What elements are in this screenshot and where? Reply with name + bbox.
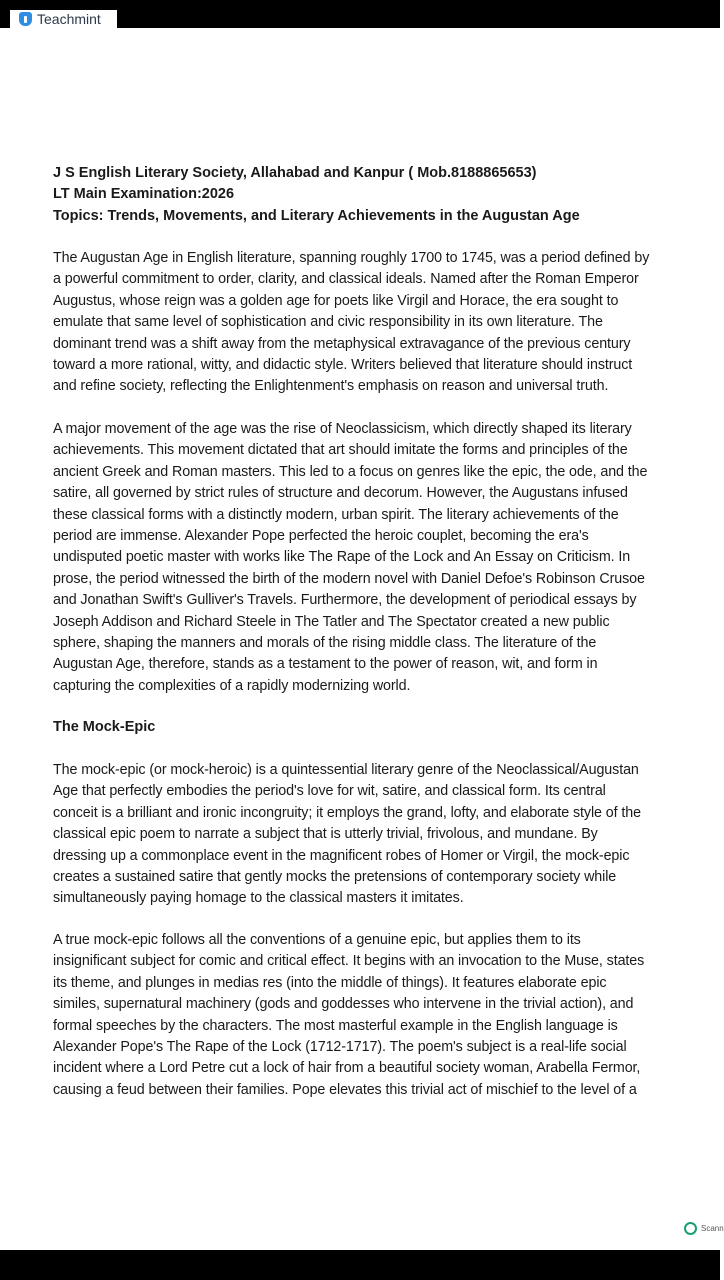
- paragraph-line: simultaneously paying homage to the classical masters it imitates.: [53, 890, 464, 907]
- exam-title: LT Main Examination:2026: [53, 186, 235, 203]
- paragraph-mock-epic-conventions: [53, 930, 644, 1101]
- paragraph-line: period are immense. Alexander Pope perfected the heroic couplet, becoming the era's: [53, 528, 589, 545]
- paragraph-line: formal speeches by the characters. The most masterful example in the English language is: [53, 1017, 618, 1034]
- paragraph-line: Age that perfectly embodies the period's love for wit, satire, and classical form. Its central: [53, 783, 606, 800]
- paragraph-line: ancient Greek and Roman masters. This led to a focus on genres like the epic, the ode, and the: [53, 463, 648, 480]
- teachmint-logo: [10, 10, 117, 28]
- scanner-label: Scann: [701, 1224, 724, 1233]
- paragraph-line: creates a sustained satire that gently mocks the pretensions of contemporary society while: [53, 869, 617, 886]
- paragraph-line: a powerful commitment to order, clarity, and classical ideals. Named after the Roman Emperor: [53, 271, 639, 288]
- paragraph-line: capturing the complexities of a rapidly modernizing world.: [53, 677, 411, 694]
- teachmint-logo-icon: [19, 12, 32, 26]
- paragraph-intro: [53, 248, 649, 398]
- paragraph-line: and Jonathan Swift's Gulliver's Travels. Furthermore, the development of periodical essays by: [53, 592, 637, 609]
- paragraph-line: dominant trend was a shift away from the metaphysical extravagance of the previous century: [53, 335, 631, 352]
- paragraph-line: classical epic poem to narrate a subject that is utterly trivial, frivolous, and mundane. By: [53, 826, 598, 843]
- paragraph-line: emulate that same level of sophistication and civic responsibility in its own literature. The: [53, 314, 603, 331]
- society-title: J S English Literary Society, Allahabad and Kanpur ( Mob.8188865653): [53, 165, 537, 181]
- paragraph-line: undisputed poetic master with works like The Rape of the Lock and An Essay on Criticism. In: [53, 549, 631, 566]
- paragraph-mock-epic-definition: [53, 760, 641, 910]
- scanner-badge: [684, 1222, 724, 1235]
- paragraph-line: A true mock-epic follows all the conventions of a genuine epic, but applies them to its: [53, 932, 581, 948]
- paragraph-line: Alexander Pope's The Rape of the Lock (1712-1717). The poem's subject is a real-life social: [53, 1039, 627, 1056]
- paragraph-line: its theme, and plunges in medias res (into the middle of things). It features elaborate epic: [53, 974, 607, 991]
- paragraph-line: Augustus, whose reign was a golden age for poets like Virgil and Horace, the era sought to: [53, 292, 619, 309]
- paragraph-line: insignificant subject for comic and critical effect. It begins with an invocation to the Muse, states: [53, 953, 645, 970]
- paragraph-line: Joseph Addison and Richard Steele in The Tatler and The Spectator created a new public: [53, 613, 610, 630]
- paragraph-neoclassicism: [53, 419, 647, 697]
- paragraph-line: similes, supernatural machinery (gods and goddesses who intervene in the trivial action), and: [53, 996, 634, 1013]
- paragraph-line: dressing up a commonplace event in the magnificent robes of Homer or Virgil, the mock-epic: [53, 847, 630, 864]
- paragraph-line: satire, all governed by strict rules of structure and decorum. However, the Augustans infused: [53, 485, 628, 502]
- paragraph-line: The Augustan Age in English literature, spanning roughly 1700 to 1745, was a period defined by: [53, 250, 650, 266]
- paragraph-line: A major movement of the age was the rise of Neoclassicism, which directly shaped its literary: [53, 421, 632, 437]
- paragraph-line: achievements. This movement dictated that art should imitate the forms and principles of the: [53, 442, 628, 459]
- paragraph-line: and refine society, reflecting the Enlightenment's emphasis on reason and universal truth.: [53, 378, 609, 395]
- paragraph-line: The mock-epic (or mock-heroic) is a quintessential literary genre of the Neoclassical/Augustan: [53, 762, 639, 778]
- scanner-icon: [684, 1222, 697, 1235]
- paragraph-line: these classical forms with a distinctly modern, urban spirit. The literary achievements of the: [53, 506, 619, 523]
- logo-text: Teachmint: [37, 11, 101, 27]
- section-heading: The Mock-Epic: [53, 719, 156, 735]
- topic-title: Topics: Trends, Movements, and Literary Achievements in the Augustan Age: [53, 207, 580, 224]
- paragraph-line: toward a more rational, witty, and didactic style. Writers believed that literature should instruct: [53, 357, 633, 374]
- paragraph-line: conceit is a brilliant and ironic incongruity; it employs the grand, lofty, and elaborate style of the: [53, 804, 641, 821]
- paragraph-line: incident where a Lord Petre cut a lock of hair from a beautiful society woman, Arabella Fermor,: [53, 1060, 641, 1077]
- paragraph-line: Augustan Age, therefore, stands as a testament to the power of reason, wit, and form in: [53, 656, 598, 673]
- paragraph-line: sphere, shaping the manners and morals of the rising middle class. The literature of the: [53, 635, 597, 652]
- paragraph-line: causing a feud between their families. Pope elevates this trivial act of mischief to the level of a: [53, 1081, 637, 1098]
- paragraph-line: prose, the period witnessed the birth of the modern novel with Daniel Defoe's Robinson Crusoe: [53, 570, 645, 587]
- document-header: [53, 163, 580, 227]
- bottom-bar: [0, 1250, 720, 1280]
